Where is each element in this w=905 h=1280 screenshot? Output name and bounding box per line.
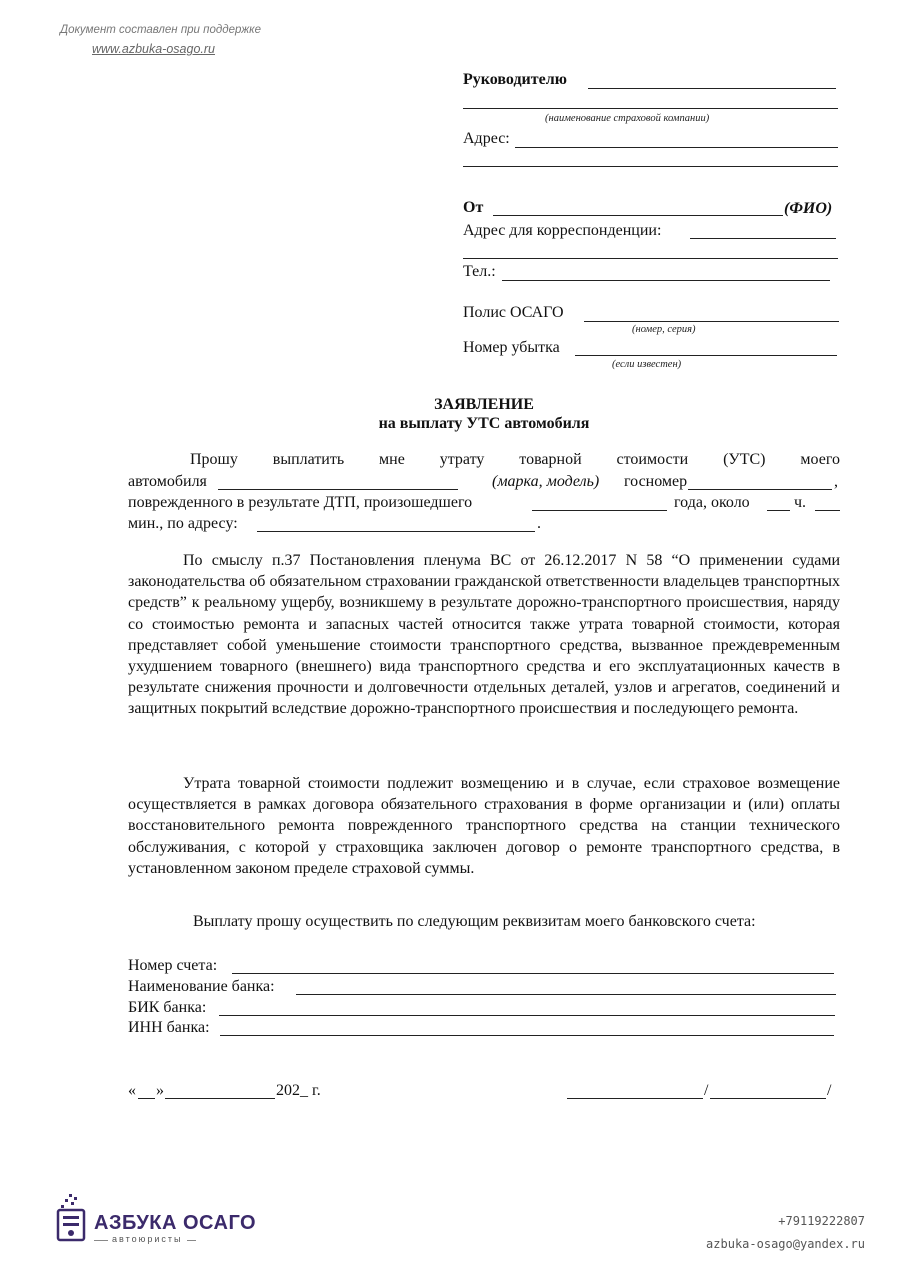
to-line[interactable] bbox=[588, 88, 836, 89]
doc-subtitle: на выплату УТС автомобиля bbox=[378, 415, 590, 432]
footer-phone[interactable]: +79119222807 bbox=[778, 1214, 865, 1228]
from-label: От bbox=[463, 199, 484, 216]
loss-label: Номер убытка bbox=[463, 339, 560, 356]
paragraph-compensation bbox=[128, 773, 840, 879]
car-hint: (марка, модель) bbox=[492, 473, 600, 490]
payment-request: Выплату прошу осуществить по следующим реквизитам моего банковского счета: bbox=[193, 913, 756, 930]
bank-name-label: Наименование банка: bbox=[128, 978, 275, 995]
logo-name: АЗБУКА ОСАГО bbox=[94, 1212, 257, 1234]
corr-address-line-1[interactable] bbox=[690, 238, 836, 239]
to-label: Руководителю bbox=[463, 71, 567, 88]
account-label: Номер счета: bbox=[128, 957, 218, 974]
hour-label: ч. bbox=[794, 494, 807, 511]
footer-email[interactable]: azbuka-osago@yandex.ru bbox=[706, 1237, 865, 1251]
paragraph-2: Утрата товарной стоимости подлежит возмещению и в случае, если страховое возмещение осуществляется в рамках договора обязательного страхования в форме организации и (или) оплаты восстановительного ремонта поврежденного транспортного средства на станции технического обслуживания, с которой у страховщика заключен договор о ремонте транспортного средства, в установленном законом пределе страховой суммы. bbox=[128, 775, 840, 877]
loss-line[interactable] bbox=[575, 355, 837, 356]
inn-label: ИНН банка: bbox=[128, 1019, 210, 1036]
site-link[interactable]: www.azbuka-osago.ru bbox=[92, 42, 215, 56]
min-label: мин., по адресу: bbox=[128, 515, 238, 532]
fio-hint: (ФИО) bbox=[784, 200, 833, 217]
minute-line[interactable] bbox=[815, 510, 840, 511]
year-label: года, около bbox=[674, 494, 750, 511]
inn-line[interactable] bbox=[220, 1035, 834, 1036]
date-line[interactable] bbox=[532, 510, 667, 511]
signature-line[interactable] bbox=[567, 1098, 703, 1099]
date-open-quote: « bbox=[128, 1082, 136, 1099]
loss-hint: (если известен) bbox=[612, 359, 682, 370]
corr-address-line-2[interactable] bbox=[463, 258, 838, 259]
policy-line[interactable] bbox=[584, 321, 839, 322]
address-incident-line[interactable] bbox=[257, 531, 535, 532]
car-label: автомобиля bbox=[128, 473, 207, 490]
fio-line[interactable] bbox=[493, 215, 783, 216]
car-line[interactable] bbox=[218, 489, 458, 490]
day-line[interactable] bbox=[138, 1098, 155, 1099]
paragraph-legal bbox=[128, 550, 840, 720]
policy-hint: (номер, серия) bbox=[632, 324, 696, 335]
company-line[interactable] bbox=[463, 108, 838, 109]
request-line-1: Прошу выплатить мне утрату товарной стоимости (УТС) моего bbox=[190, 451, 840, 468]
account-line[interactable] bbox=[232, 973, 834, 974]
date-close-quote: » bbox=[156, 1082, 164, 1099]
damaged-text: поврежденного в результате ДТП, произошедшего bbox=[128, 494, 473, 511]
signature-slash-1: / bbox=[704, 1082, 709, 1099]
company-hint: (наименование страховой компании) bbox=[545, 113, 710, 124]
plate-label: госномер bbox=[624, 473, 688, 490]
phone-label: Тел.: bbox=[463, 263, 496, 280]
bik-label: БИК банка: bbox=[128, 999, 207, 1016]
address-line-1[interactable] bbox=[515, 147, 838, 148]
plate-line[interactable] bbox=[688, 489, 832, 490]
corr-address-label: Адрес для корреспонденции: bbox=[463, 222, 662, 239]
address-line-2[interactable] bbox=[463, 166, 838, 167]
signature-slash-2: / bbox=[827, 1082, 832, 1099]
doc-title: ЗАЯВЛЕНИЕ bbox=[434, 396, 534, 413]
paragraph-1: По смыслу п.37 Постановления пленума ВС от 26.12.2017 N 58 “О применении судами законодательства об обязательном страховании гражданской ответственности владельцев транспортных средств” к реальному ущербу, возникшему в результате дорожно-транспортного происшествия, наряду со стоимостью ремонта и запасных частей относится также утрата товарной стоимости, которая представляет собой уменьшение стоимости транспортного средства, вызванное преждевременным ухудшением товарного (внешнего) вида транспортного средства и его эксплуатационных качеств в результате снижения прочности и долговечности отдельных деталей, узлов и агрегатов, соединений и защитных покрытий вследствие дорожно-транспортного происшествия и последующего ремонта. bbox=[128, 552, 840, 718]
policy-label: Полис ОСАГО bbox=[463, 304, 564, 321]
support-note: Документ составлен при поддержке bbox=[60, 24, 261, 36]
phone-line[interactable] bbox=[502, 280, 830, 281]
year-text: 202_ г. bbox=[276, 1082, 321, 1099]
logo-sub: автоюристы bbox=[108, 1234, 187, 1244]
hour-line[interactable] bbox=[767, 510, 790, 511]
bank-name-line[interactable] bbox=[296, 994, 836, 995]
bik-line[interactable] bbox=[219, 1015, 835, 1016]
address-label: Адрес: bbox=[463, 130, 510, 147]
signature-name-line[interactable] bbox=[710, 1098, 826, 1099]
month-line[interactable] bbox=[165, 1098, 275, 1099]
logo-icon bbox=[55, 1194, 91, 1246]
